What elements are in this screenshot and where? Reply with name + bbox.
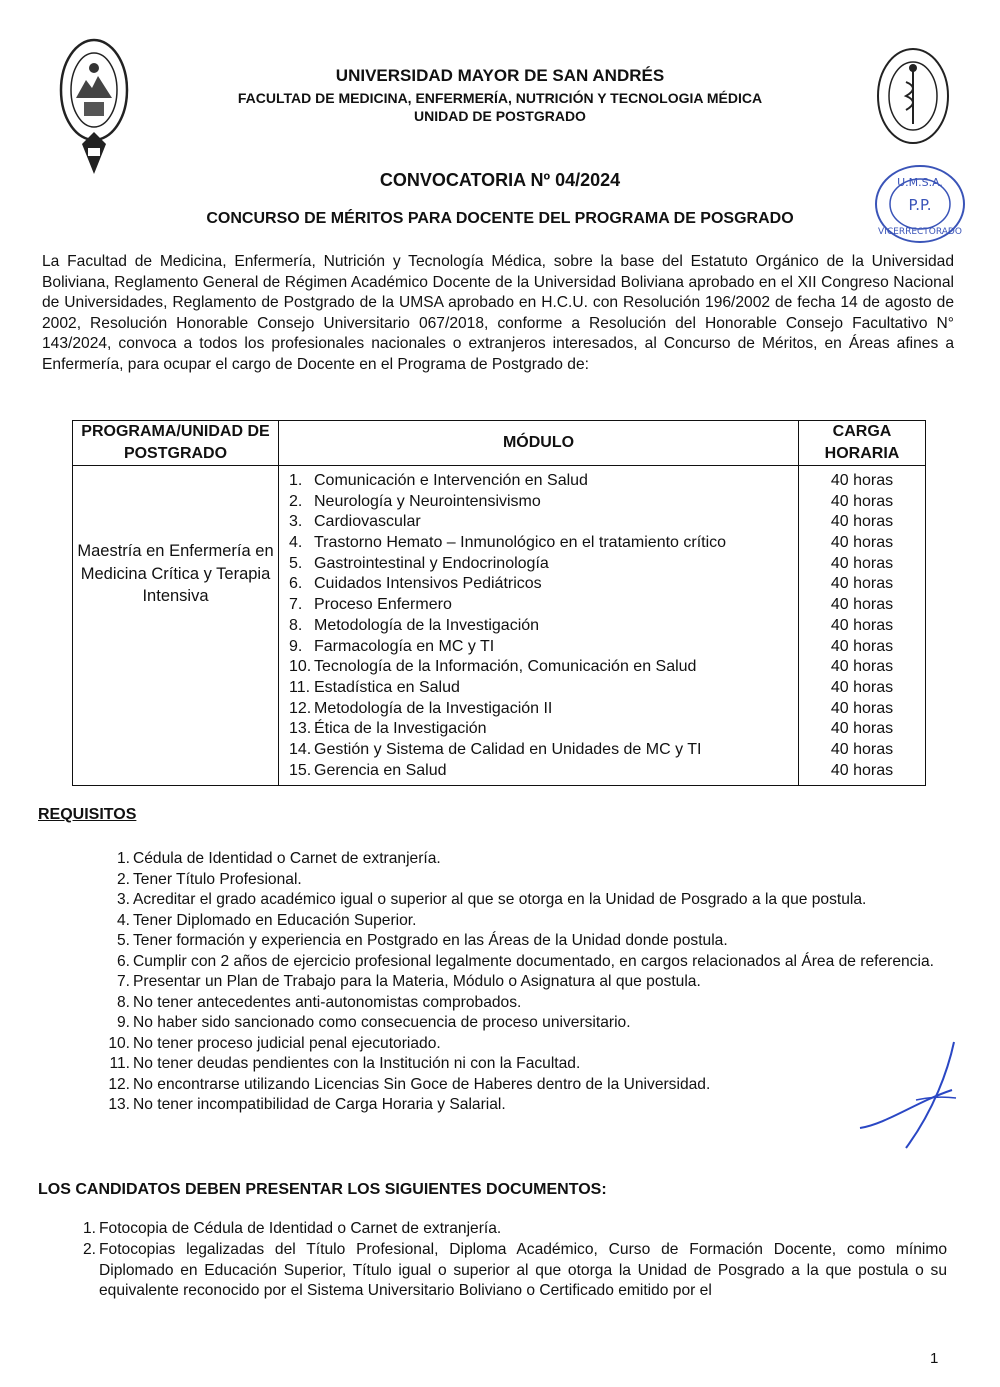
module-hours: 40 horas	[830, 699, 894, 717]
convocatoria-title: CONVOCATORIA Nº 04/2024	[379, 170, 621, 190]
module-name: Gerencia en Salud	[314, 761, 447, 779]
module-number: 10.	[289, 658, 312, 676]
module-hours: 40 horas	[830, 492, 894, 510]
item-number: 1.	[116, 850, 130, 867]
module-item	[279, 719, 798, 740]
module-number: 8.	[289, 616, 303, 634]
header-programa: PROGRAMA/UNIDAD DE POSTGRADO	[73, 421, 279, 466]
module-hours: 40 horas	[830, 637, 894, 655]
module-item	[279, 471, 798, 492]
module-item	[279, 595, 798, 616]
module-number: 3.	[289, 513, 303, 531]
module-item	[279, 533, 798, 554]
page-number: 1	[930, 1350, 939, 1367]
modules-list	[279, 466, 798, 785]
module-number: 9.	[289, 637, 303, 655]
module-item	[279, 761, 798, 782]
module-item	[279, 740, 798, 761]
item-text: No tener antecedentes anti-autonomistas comprobados.	[133, 993, 522, 1011]
item-text: Tener Diplomado en Educación Superior.	[133, 911, 417, 929]
module-number: 15.	[289, 761, 312, 779]
module-hours: 40 horas	[830, 740, 894, 758]
list-item	[108, 1034, 947, 1055]
module-hours: 40 horas	[830, 472, 894, 489]
item-number: 8.	[116, 993, 130, 1011]
university-seal-logo	[58, 36, 130, 176]
module-hours: 40 horas	[830, 720, 894, 738]
module-hours: 40 horas	[830, 534, 894, 552]
module-name: Gastrointestinal y Endocrinología	[314, 554, 549, 572]
item-text: No encontrarse utilizando Licencias Sin Goce de Haberes dentro de la Universidad.	[133, 1075, 711, 1093]
faculty-name: FACULTAD DE MEDICINA, ENFERMERÍA, NUTRICIÓN Y TECNOLOGIA MÉDICA	[237, 90, 763, 106]
module-number: 6.	[289, 575, 303, 593]
module-name: Proceso Enfermero	[314, 596, 452, 614]
module-number: 5.	[289, 554, 303, 572]
module-number: 13.	[289, 720, 312, 738]
programa-name: Maestría en Enfermería en Medicina Crítica y Terapia Intensiva	[73, 466, 279, 786]
module-hours: 40 horas	[830, 554, 894, 572]
handwritten-signature	[856, 1040, 966, 1150]
module-item	[279, 699, 798, 720]
requisitos-heading: REQUISITOS	[38, 806, 137, 823]
module-number: 2.	[289, 492, 303, 510]
item-text: Fotocopia de Cédula de Identidad o Carnet de extranjería.	[99, 1220, 502, 1237]
module-number: 12.	[289, 699, 312, 717]
item-text: Tener Título Profesional.	[133, 870, 302, 888]
item-text: Presentar un Plan de Trabajo para la Materia, Módulo o Asignatura al que postula.	[133, 973, 701, 990]
list-item	[108, 1095, 947, 1116]
item-number: 7.	[116, 973, 130, 990]
module-item	[279, 512, 798, 533]
item-number: 11.	[109, 1055, 130, 1072]
item-number: 5.	[116, 932, 130, 949]
item-number: 3.	[116, 891, 130, 908]
module-item	[279, 492, 798, 513]
list-item	[116, 849, 947, 870]
module-hours: 40 horas	[830, 678, 894, 696]
module-item	[279, 574, 798, 595]
module-number: 7.	[289, 596, 303, 614]
header-modulo: MÓDULO	[279, 421, 799, 466]
item-text: No tener incompatibilidad de Carga Horaria y Salarial.	[133, 1096, 506, 1113]
module-number: 4.	[289, 534, 303, 552]
item-text: No tener deudas pendientes con la Institución ni con la Facultad.	[133, 1055, 581, 1072]
module-name: Cuidados Intensivos Pediátricos	[314, 575, 542, 593]
module-item	[279, 637, 798, 658]
module-item	[279, 678, 798, 699]
list-item	[116, 931, 947, 952]
module-item	[279, 657, 798, 678]
module-number: 1.	[289, 472, 303, 489]
item-text: Fotocopias legalizadas del Título Profesional, Diploma Académico, Curso de Formación Docente, como mínimo Diplomado en Educación Superior, Título igual o superior al que otorga la Unidad de Posgrado a la que postula o su equivalente reconocido por el Sistema Universitario Boliviano o Certificado emitido por el	[99, 1240, 947, 1300]
table-row	[73, 466, 926, 786]
module-name: Estadística en Salud	[314, 678, 460, 696]
item-number: 2.	[82, 1240, 96, 1258]
program-table	[72, 420, 926, 786]
module-name: Metodología de la Investigación II	[314, 699, 553, 717]
module-name: Neurología y Neurointensivismo	[314, 492, 541, 510]
hours-cell	[799, 466, 926, 786]
module-name: Trastorno Hemato – Inmunológico en el tratamiento crítico	[314, 534, 727, 552]
list-item	[108, 1075, 947, 1096]
item-text: Cumplir con 2 años de ejercicio profesional legalmente documentado, en cargos relacionados al Área de referencia.	[133, 952, 934, 970]
documentos-heading: LOS CANDIDATOS DEBEN PRESENTAR LOS SIGUIENTES DOCUMENTOS:	[38, 1181, 607, 1198]
module-number: 11.	[289, 678, 311, 696]
hours-list	[799, 466, 925, 785]
item-number: 2.	[116, 870, 130, 888]
item-number: 12.	[108, 1075, 130, 1093]
list-item	[116, 993, 947, 1014]
svg-text:U.M.S.A.: U.M.S.A.	[897, 176, 943, 189]
item-text: Cédula de Identidad o Carnet de extranjería.	[133, 850, 441, 867]
module-hours: 40 horas	[830, 596, 894, 614]
module-name: Comunicación e Intervención en Salud	[314, 472, 588, 489]
requisitos-list	[108, 849, 947, 1116]
module-hours: 40 horas	[830, 575, 894, 593]
list-item	[116, 1013, 947, 1034]
intro-paragraph: La Facultad de Medicina, Enfermería, Nutrición y Tecnología Médica, sobre la base del Estatuto Orgánico de la Universidad Boliviana, Reglamento General de Régimen Académico Docente de la Universidad Boliviana aprobado en el XII Congreso Nacional de Universidades, Reglamento de Postgrado de la UMSA aprobado en H.C.U. con Resolución 196/2002 de fecha 14 de agosto de 2002, Resolución Honorable Consejo Universitario 067/2018, conforme a Resolución del Honorable Consejo Facultativo N° 143/2024, convoca a todos los profesionales nacionales o extranjeros interesados, al Concurso de Méritos, en Áreas afines a Enfermería, para ocupar el cargo de Docente en el Programa de Postgrado de:	[42, 253, 954, 373]
svg-text:P.P.: P.P.	[908, 196, 932, 214]
module-item	[279, 616, 798, 637]
documentos-list	[82, 1219, 947, 1302]
module-name: Metodología de la Investigación	[314, 616, 540, 634]
module-number: 14.	[289, 740, 312, 758]
list-item	[116, 972, 947, 993]
item-text: No haber sido sancionado como consecuencia de proceso universitario.	[133, 1014, 631, 1031]
modules-cell	[279, 466, 799, 786]
module-name: Gestión y Sistema de Calidad en Unidades de MC y TI	[314, 740, 702, 758]
module-name: Farmacología en MC y TI	[314, 637, 495, 655]
svg-text:VICERRECTORADO: VICERRECTORADO	[878, 227, 962, 237]
table-header-row	[73, 421, 926, 466]
module-hours: 40 horas	[830, 616, 894, 634]
unit-name: UNIDAD DE POSTGRADO	[414, 108, 586, 124]
item-number: 13.	[108, 1096, 130, 1113]
list-item	[116, 890, 947, 911]
item-text: No tener proceso judicial penal ejecutoriado.	[133, 1034, 441, 1052]
item-number: 4.	[116, 911, 130, 929]
list-item	[82, 1219, 947, 1240]
list-item	[109, 1054, 947, 1075]
concurso-subtitle: CONCURSO DE MÉRITOS PARA DOCENTE DEL PROGRAMA DE POSGRADO	[206, 210, 794, 227]
header-carga: CARGA HORARIA	[799, 421, 926, 466]
item-number: 9.	[116, 1014, 130, 1031]
item-number: 6.	[116, 952, 130, 970]
list-item	[116, 911, 947, 932]
item-number: 10.	[108, 1034, 130, 1052]
module-item	[279, 554, 798, 575]
module-name: Tecnología de la Información, Comunicación en Salud	[314, 658, 697, 676]
item-text: Tener formación y experiencia en Postgrado en las Áreas de la Unidad donde postula.	[133, 932, 728, 949]
module-name: Cardiovascular	[314, 513, 421, 531]
module-hours: 40 horas	[830, 658, 894, 676]
module-hours: 40 horas	[830, 513, 894, 531]
university-name: UNIVERSIDAD MAYOR DE SAN ANDRÉS	[335, 66, 665, 85]
item-number: 1.	[82, 1220, 96, 1237]
module-hours: 40 horas	[830, 761, 894, 779]
list-item	[116, 952, 947, 973]
module-name: Ética de la Investigación	[314, 720, 487, 738]
list-item	[82, 1240, 947, 1302]
item-text: Acreditar el grado académico igual o superior al que se otorga en la Unidad de Posgrado a la que postula.	[133, 891, 867, 908]
list-item	[116, 870, 947, 891]
